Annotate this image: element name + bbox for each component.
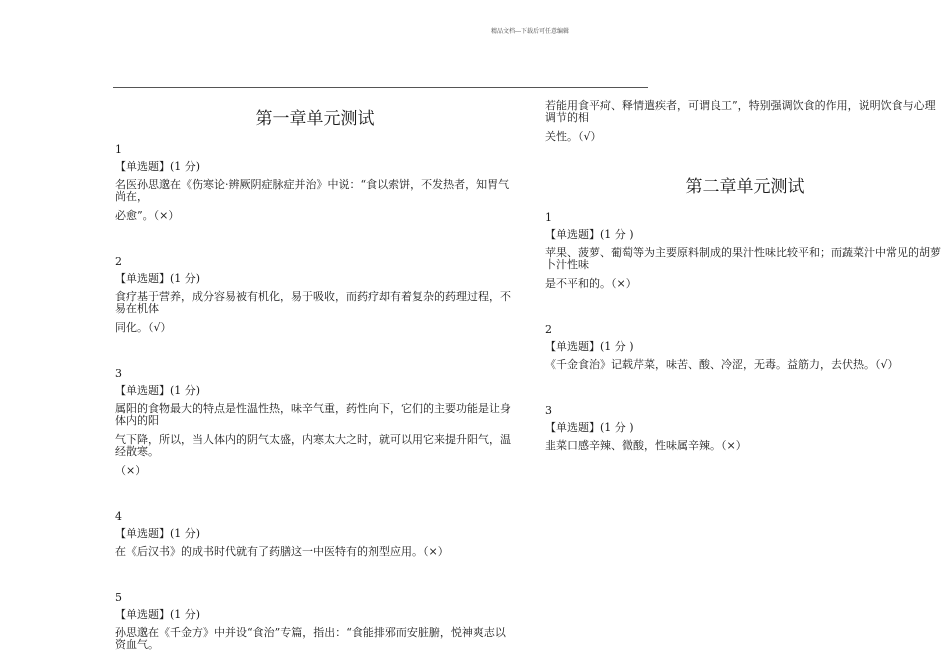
question-text: 孙思邈在《千金方》中并设“食治”专篇，指出：“食能排邪而安脏腑，悦神爽志以资血气。 (115, 626, 506, 651)
question-continuation-text: 关性。（√） (545, 130, 602, 143)
page-header-note: 精品文档---下载后可任意编辑 (490, 28, 570, 35)
right-column (545, 100, 945, 459)
question-text: 《千金食治》记载芹菜，味苦、酸、冷涩，无毒。益筋力，去伏热。（√） (545, 358, 899, 371)
question-type: 【单选题】(1 分) (115, 160, 201, 173)
question-text: 是不平和的。（×） (545, 277, 637, 290)
question-block (545, 211, 945, 290)
question-text: 同化。（√） (115, 321, 172, 334)
question-number: 4 (115, 510, 122, 523)
question-number: 1 (545, 211, 552, 224)
question-text: 气下降，所以，当人体内的阴气太盛，内寒太大之时，就可以用它来提升阳气，温经散寒。 (115, 433, 511, 458)
chapter-2-title: 第二章单元测试 (685, 177, 805, 197)
question-number: 5 (115, 591, 122, 604)
question-number: 1 (115, 143, 122, 156)
question-text: （×） (115, 464, 147, 477)
question-text: 在《后汉书》的成书时代就有了药膳这一中医特有的剂型应用。（×） (115, 545, 449, 558)
chapter-1-title: 第一章单元测试 (255, 109, 375, 129)
question-type: 【单选题】(1 分 ) (545, 228, 634, 241)
question-type: 【单选题】(1 分 ) (545, 421, 634, 434)
question-number: 2 (545, 323, 552, 336)
question-block (115, 255, 515, 334)
question-type: 【单选题】(1 分) (115, 608, 201, 621)
question-type: 【单选题】(1 分) (115, 384, 201, 397)
question-block (545, 404, 945, 452)
question-text: 名医孙思邈在《伤寒论·辨厥阴症脉症并治》中说：“食以索饼，不发热者，知胃气尚在， (115, 178, 510, 203)
left-column (115, 100, 515, 658)
question-continuation-text: 若能用食平疴、释情遣疾者，可谓良工”，特别强调饮食的作用，说明饮食与心理调节的相 (545, 99, 936, 124)
question-type: 【单选题】(1 分 ) (545, 340, 634, 353)
question-block (115, 143, 515, 222)
question-text: 属阳的食物最大的特点是性温性热，味辛气重，药性向下，它们的主要功能是让身体内的阳 (115, 402, 511, 427)
question-type: 【单选题】(1 分) (115, 272, 201, 285)
question-block (115, 510, 515, 558)
header-rule (113, 87, 648, 88)
question-block (115, 367, 515, 477)
question-number: 3 (545, 404, 552, 417)
question-number: 2 (115, 255, 122, 268)
question-type: 【单选题】(1 分) (115, 527, 201, 540)
question-text: 食疗基于营养，成分容易被有机化，易于吸收，而药疗却有着复杂的药理过程，不易在机体 (115, 290, 511, 315)
question-block (115, 591, 515, 651)
question-block (545, 323, 945, 371)
question-number: 3 (115, 367, 122, 380)
question-text: 韭菜口感辛辣、微酸，性味属辛辣。（×） (545, 439, 747, 452)
question-text: 苹果、菠萝、葡萄等为主要原料制成的果汁性味比较平和；而蔬菜汁中常见的胡萝卜汁性味 (545, 246, 941, 271)
question-text: 必愈”。（×） (115, 209, 180, 222)
